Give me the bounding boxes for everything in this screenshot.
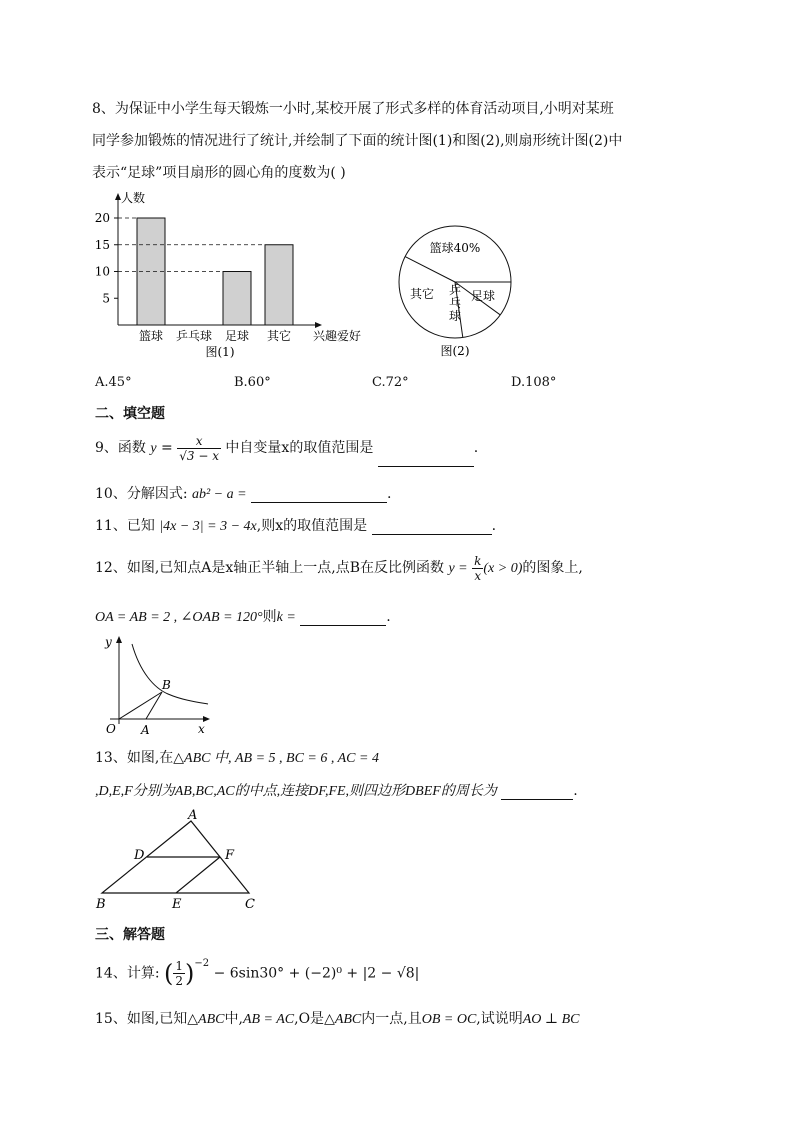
q10-expr: ab² − a =	[191, 487, 247, 502]
q11: 11、已知 |4x − 3| = 3 − 4x,则x的取值范围是 .	[95, 518, 497, 534]
q12-func-cond: (x > 0)	[483, 561, 523, 576]
q13-expr: △ABC 中, AB = 5 , BC = 6 , AC = 4	[173, 751, 379, 766]
q9-den: √3 − x	[179, 448, 219, 463]
q12-fig-label-y: y	[105, 635, 112, 649]
option-c: C.72°	[372, 375, 409, 390]
q13-answer-blank[interactable]	[501, 785, 573, 800]
q13-figure	[92, 805, 272, 917]
bar-category-label: 足球	[224, 329, 250, 343]
q13-fig-label-c: C	[245, 897, 255, 912]
q10-prefix: 10、分解因式:	[95, 486, 188, 502]
option-d: D.108°	[511, 375, 557, 390]
q15-e2: AB = AC	[242, 1012, 295, 1027]
q12-then: 则	[262, 609, 277, 625]
q14-base-num: 1	[175, 959, 183, 974]
q12-fig-label-o: O	[106, 722, 116, 736]
bar-y-tick-label: 5	[102, 291, 110, 306]
q12-line1	[95, 550, 583, 586]
q9: 9、函数 y = $\frac{x}{√3 - x}$ 中自变量x的取值范围是 .	[95, 430, 478, 466]
q10-answer-blank[interactable]	[251, 488, 387, 503]
pie-chart-title: 图(2)	[440, 344, 470, 358]
q9-eq: =	[156, 440, 178, 456]
q12-func-num: k	[474, 553, 482, 568]
q14-prefix: 14、计算:	[95, 965, 160, 982]
bar-x-label: 兴趣爱好	[313, 329, 362, 343]
q10: 10、分解因式: ab² − a = .	[95, 486, 392, 502]
bar-category-label: 乒乓球	[175, 329, 213, 343]
q13-fig-label-d: D	[134, 848, 145, 863]
q14-exponent: −2	[194, 958, 210, 969]
q12-condition: OA = AB = 2 , ∠OAB = 120°	[95, 610, 263, 625]
pie-label-pingpong-char: 乓	[448, 296, 462, 310]
q15-e4: OB = OC	[421, 1012, 477, 1027]
bar-y-tick-label: 15	[94, 237, 110, 252]
bar-category-label: 其它	[266, 329, 292, 343]
q12-line1-suffix: 的图象上,	[522, 560, 583, 576]
bar-y-label: 人数	[121, 191, 146, 205]
q11-prefix: 11、已知	[95, 518, 155, 534]
section-fill-heading: 二、填空题	[95, 406, 165, 422]
q13-line2: ,D,E,F分别为AB,BC,AC的中点,连接DF,FE,则四边形DBEF的周长为 .	[95, 783, 578, 799]
q15-t2: 中,	[224, 1011, 243, 1027]
q13-fig-label-b: B	[96, 897, 106, 912]
q15-t4: 内一点,且	[361, 1011, 422, 1027]
q12-line1-text: 12、如图,已知点A是x轴正半轴上一点,点B在反比例函数	[95, 560, 445, 576]
pie-label-basketball: 篮球40%	[429, 241, 481, 255]
q9-num: x	[177, 434, 221, 449]
q12-fig-label-b: B	[162, 678, 171, 692]
q12-figure	[96, 632, 216, 740]
q9-suffix: 中自变量x的取值范围是	[225, 440, 374, 456]
bar-y-tick-label: 20	[94, 211, 110, 225]
q13-fig-label-e: E	[172, 897, 182, 912]
q9-prefix: 9、函数	[95, 440, 146, 456]
q11-expr: |4x − 3| = 3 − 4x	[159, 519, 257, 534]
q15	[95, 1008, 579, 1028]
option-b: B.60°	[234, 375, 271, 390]
q11-suffix: ,则x的取值范围是	[256, 518, 368, 534]
pie-label-pingpong-char: 球	[448, 309, 462, 323]
q15-t1: 15、如图,已知	[95, 1011, 188, 1027]
q12-func-den: x	[474, 568, 482, 583]
pie-chart	[385, 212, 525, 372]
bar-y-tick-label: 10	[94, 264, 110, 279]
pie-label-pingpong-char: 乒	[448, 283, 462, 297]
q12-k: k =	[276, 610, 296, 625]
bar-x-arrow	[315, 322, 322, 328]
q13-prefix: 13、如图,在	[95, 750, 174, 766]
bar-category-label: 篮球	[138, 329, 164, 343]
q13-fig-label-a: A	[188, 808, 198, 823]
q12-line2: OA = AB = 2 , ∠OAB = 120°则k = .	[95, 609, 391, 625]
q12-func-fraction	[472, 554, 483, 583]
q9-answer-blank[interactable]	[378, 452, 474, 467]
q14-base-den: 2	[175, 974, 183, 989]
q15-e5: AO ⊥ BC	[522, 1012, 580, 1027]
q13-line1	[95, 747, 379, 767]
q14: 14、计算: ( $\frac{1}{2}$ )$^{-2}$ − 6sin30° + (−2)⁰ + |2 − √8|	[95, 958, 420, 989]
q13-fig-label-f: F	[225, 848, 235, 863]
q11-answer-blank[interactable]	[372, 520, 492, 535]
bar-chart-title: 图(1)	[205, 345, 235, 359]
pie-label-football: 足球	[470, 289, 496, 303]
q9-fraction	[177, 434, 221, 463]
q14-base-fraction	[173, 959, 185, 988]
q12-answer-blank[interactable]	[300, 611, 386, 626]
section-solve-heading: 三、解答题	[95, 927, 165, 943]
q12-func-lhs: y =	[448, 561, 468, 576]
q15-t3: ,O是	[294, 1011, 325, 1027]
q14-rest: − 6sin30° + (−2)⁰ + |2 − √8|	[213, 965, 420, 982]
q8-line3: 表示“足球”项目扇形的圆心角的度数为( )	[92, 165, 346, 181]
q15-t5: ,试说明	[476, 1011, 523, 1027]
q15-e3: △ABC	[324, 1012, 362, 1027]
pie-label-other: 其它	[409, 287, 435, 301]
q9-y: y	[150, 441, 157, 456]
q8-line2: 同学参加锻炼的情况进行了统计,并绘制了下面的统计图(1)和图(2),则扇形统计图(2)中	[92, 133, 623, 149]
q13-line2-text: ,D,E,F分别为AB,BC,AC的中点,连接DF,FE,则四边形DBEF的周长为	[95, 784, 497, 799]
q15-e1: △ABC	[187, 1012, 225, 1027]
bar-2	[223, 272, 251, 326]
q8-line1: 8、为保证中小学生每天锻炼一小时,某校开展了形式多样的体育活动项目,小明对某班	[92, 101, 614, 117]
bar-3	[265, 245, 293, 325]
bar-chart	[80, 185, 370, 370]
option-a: A.45°	[95, 375, 132, 390]
q12-fig-label-x: x	[198, 722, 205, 736]
q12-fig-label-a: A	[141, 723, 150, 737]
